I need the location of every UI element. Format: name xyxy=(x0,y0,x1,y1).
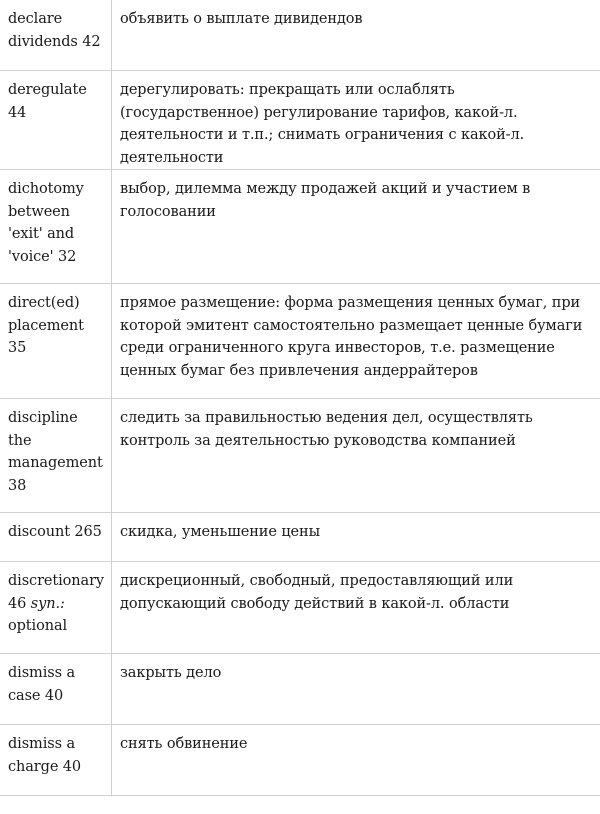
term-cell xyxy=(0,725,112,796)
definition-cell xyxy=(112,562,600,654)
definition-text: выбор, дилемма между продажей акций и участием в голосовании xyxy=(120,181,531,220)
definition-cell xyxy=(112,725,600,796)
synonym-marker: syn.: xyxy=(30,595,65,612)
table-row xyxy=(0,284,600,399)
term-text: dismiss a charge 40 xyxy=(8,736,82,775)
table-row xyxy=(0,71,600,170)
table-row xyxy=(0,0,600,71)
definition-cell xyxy=(112,513,600,562)
definition-cell xyxy=(112,654,600,725)
term-cell xyxy=(0,654,112,725)
definition-text: следить за правильностью ведения дел, осуществлять контроль за деятельностью руководства компанией xyxy=(120,410,533,449)
definition-cell xyxy=(112,0,600,71)
table-row xyxy=(0,399,600,513)
definition-text: дерегулировать: прекращать или ослаблять (государственное) регулирование тарифов, какой-л. деятельности и т.п.; снимать ограничения с какой-л. деятельности xyxy=(120,82,525,166)
term-cell xyxy=(0,399,112,513)
term-cell xyxy=(0,284,112,399)
definition-cell xyxy=(112,284,600,399)
term-text: dismiss a case 40 xyxy=(8,665,75,704)
term-text: discipline the management 38 xyxy=(8,410,103,494)
term-cell xyxy=(0,562,112,654)
table-row xyxy=(0,725,600,796)
definition-text: прямое размещение: форма размещения ценных бумаг, при которой эмитент самостоятельно размещает ценные бумаги среди ограниченного круга инвесторов, т.е. размещение ценных бумаг без привлечения андеррайтеров xyxy=(120,295,583,379)
definition-cell xyxy=(112,71,600,170)
term-text: deregulate 44 xyxy=(8,82,87,121)
term-text: declare dividends 42 xyxy=(8,11,101,50)
term-cell xyxy=(0,71,112,170)
table-row xyxy=(0,513,600,562)
definition-cell xyxy=(112,170,600,284)
definition-text: скидка, уменьшение цены xyxy=(120,524,321,540)
table-row xyxy=(0,562,600,654)
definition-text: закрыть дело xyxy=(120,665,222,681)
term-text: direct(ed) placement 35 xyxy=(8,295,84,356)
term-synonym: optional xyxy=(8,618,68,634)
term-text: discount 265 xyxy=(8,524,102,540)
term-cell xyxy=(0,513,112,562)
definition-text: дискреционный, свободный, предоставляющий или допускающий свободу действий в какой-л. области xyxy=(120,573,514,612)
definition-text: объявить о выплате дивидендов xyxy=(120,11,363,27)
term-main: discretionary 46 xyxy=(8,573,104,612)
term-text: dichotomy between 'exit' and 'voice' 32 xyxy=(8,181,84,265)
table-row xyxy=(0,654,600,725)
term-text xyxy=(0,562,111,638)
definition-cell xyxy=(112,399,600,513)
term-cell xyxy=(0,170,112,284)
term-cell xyxy=(0,0,112,71)
table-row xyxy=(0,170,600,284)
definition-text: снять обвинение xyxy=(120,736,248,752)
